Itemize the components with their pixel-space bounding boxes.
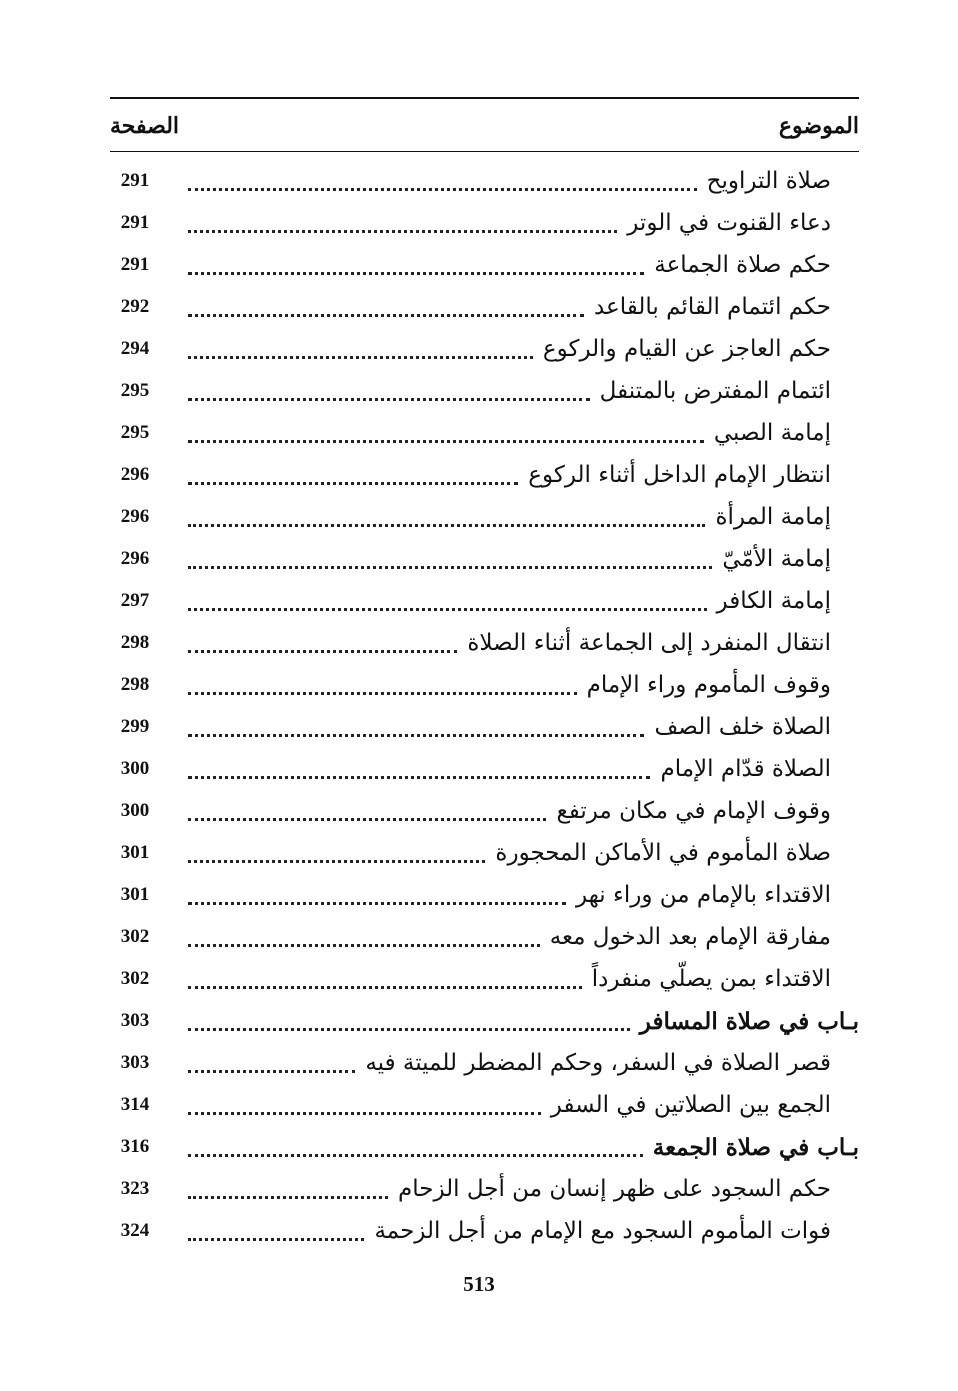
toc-entry-title: حكم صلاة الجماعة bbox=[654, 252, 831, 278]
toc-page-number: 291 bbox=[120, 212, 150, 233]
dot-leader bbox=[188, 774, 650, 779]
toc-page-number: 291 bbox=[120, 170, 150, 191]
toc-row bbox=[110, 874, 859, 916]
toc-page-number: 323 bbox=[120, 1178, 150, 1199]
toc-page-number: 302 bbox=[120, 926, 150, 947]
toc-page-number: 298 bbox=[120, 674, 150, 695]
toc-row bbox=[110, 622, 859, 664]
dot-leader bbox=[188, 228, 617, 233]
toc-page-number: 296 bbox=[120, 464, 150, 485]
page-number: 513 bbox=[463, 1272, 495, 1296]
toc-entry-title: انتقال المنفرد إلى الجماعة أثناء الصلاة bbox=[467, 630, 831, 656]
toc-row bbox=[110, 664, 859, 706]
page-column-label: الصفحة bbox=[110, 113, 180, 139]
toc-entry-title: انتظار الإمام الداخل أثناء الركوع bbox=[528, 462, 831, 488]
toc-chapter-row bbox=[110, 1126, 859, 1168]
dot-leader bbox=[188, 648, 457, 653]
dot-leader bbox=[188, 900, 566, 905]
toc-row bbox=[110, 202, 859, 244]
dot-leader bbox=[188, 564, 712, 569]
toc-entry-title: الصلاة خلف الصف bbox=[654, 714, 831, 740]
toc-row bbox=[110, 790, 859, 832]
toc-page-number: 301 bbox=[120, 884, 150, 905]
toc-page-number: 298 bbox=[120, 632, 150, 653]
toc-row bbox=[110, 832, 859, 874]
toc-page-number: 303 bbox=[120, 1010, 150, 1031]
toc-page-number: 314 bbox=[120, 1094, 150, 1115]
toc-page-number: 300 bbox=[120, 800, 150, 821]
toc-page-number: 291 bbox=[120, 254, 150, 275]
toc-row bbox=[110, 160, 859, 202]
toc-entry-title: الجمع بين الصلاتين في السفر bbox=[550, 1092, 831, 1118]
toc-row bbox=[110, 748, 859, 790]
toc-entry-title: إمامة المرأة bbox=[715, 504, 831, 530]
toc-header bbox=[110, 104, 859, 148]
toc-page-number: 300 bbox=[120, 758, 150, 779]
dot-leader bbox=[188, 396, 590, 401]
toc-page-number: 303 bbox=[120, 1052, 150, 1073]
toc-page-number: 295 bbox=[120, 422, 150, 443]
toc-entry-title: فوات المأموم السجود مع الإمام من أجل الزحمة bbox=[374, 1218, 831, 1244]
dot-leader bbox=[188, 606, 707, 611]
dot-leader bbox=[188, 1194, 388, 1199]
toc-entry-title: وقوف الإمام في مكان مرتفع bbox=[556, 798, 831, 824]
toc-page-number: 297 bbox=[120, 590, 150, 611]
toc-page-number: 295 bbox=[120, 380, 150, 401]
dot-leader bbox=[188, 816, 546, 821]
toc-entry-title: صلاة التراويح bbox=[706, 168, 831, 194]
dot-leader bbox=[188, 1026, 630, 1031]
dot-leader bbox=[188, 732, 644, 737]
toc-entry-title: الاقتداء بالإمام من وراء نهر bbox=[576, 882, 831, 908]
toc-row bbox=[110, 496, 859, 538]
dot-leader bbox=[188, 438, 704, 443]
toc-page-number: 302 bbox=[120, 968, 150, 989]
toc-entry-title: حكم العاجز عن القيام والركوع bbox=[542, 336, 831, 362]
toc-entry-title: الاقتداء بمن يصلّي منفرداً bbox=[591, 966, 831, 992]
toc-row bbox=[110, 244, 859, 286]
dot-leader bbox=[188, 1110, 541, 1115]
toc-page-number: 324 bbox=[120, 1220, 150, 1241]
toc-page-number: 296 bbox=[120, 548, 150, 569]
dot-leader bbox=[188, 522, 705, 527]
toc-page-number: 296 bbox=[120, 506, 150, 527]
toc-row bbox=[110, 328, 859, 370]
dot-leader bbox=[188, 312, 584, 317]
header-top-rule bbox=[110, 97, 859, 99]
toc-row bbox=[110, 1210, 859, 1252]
toc-entry-title: صلاة المأموم في الأماكن المحجورة bbox=[495, 840, 831, 866]
toc-row bbox=[110, 370, 859, 412]
toc-entry-title: الصلاة قدّام الإمام bbox=[660, 756, 831, 782]
toc-row bbox=[110, 958, 859, 1000]
toc-row bbox=[110, 916, 859, 958]
toc-page-number: 299 bbox=[120, 716, 150, 737]
toc-page-number: 316 bbox=[120, 1136, 150, 1157]
toc-page-number: 294 bbox=[120, 338, 150, 359]
toc-entry-title: مفارقة الإمام بعد الدخول معه bbox=[549, 924, 831, 950]
toc-row bbox=[110, 412, 859, 454]
dot-leader bbox=[188, 942, 540, 947]
toc-row bbox=[110, 454, 859, 496]
dot-leader bbox=[188, 354, 533, 359]
toc-row bbox=[110, 706, 859, 748]
dot-leader bbox=[188, 1152, 643, 1157]
toc-entry-title: دعاء القنوت في الوتر bbox=[627, 210, 831, 236]
header-bottom-rule bbox=[110, 151, 859, 152]
dot-leader bbox=[188, 1236, 364, 1241]
dot-leader bbox=[188, 858, 485, 863]
toc-page-number: 301 bbox=[120, 842, 150, 863]
toc-entry-title: حكم السجود على ظهر إنسان من أجل الزحام bbox=[397, 1176, 831, 1202]
toc-row bbox=[110, 1168, 859, 1210]
toc-entry-title: إمامة الصبي bbox=[713, 420, 831, 446]
dot-leader bbox=[188, 480, 518, 485]
toc-chapter-row bbox=[110, 1000, 859, 1042]
dot-leader bbox=[188, 1068, 355, 1073]
toc-entry-title: حكم ائتمام القائم بالقاعد bbox=[593, 294, 831, 320]
toc-row bbox=[110, 1042, 859, 1084]
toc-entry-title: ائتمام المفترض بالمتنفل bbox=[599, 378, 831, 404]
toc-row bbox=[110, 1084, 859, 1126]
toc-entry-title: إمامة الكافر bbox=[716, 588, 831, 614]
dot-leader bbox=[188, 186, 697, 191]
toc-row bbox=[110, 286, 859, 328]
table-of-contents bbox=[110, 160, 859, 1252]
dot-leader bbox=[188, 270, 644, 275]
toc-entry-title: وقوف المأموم وراء الإمام bbox=[586, 672, 831, 698]
toc-entry-title: قصر الصلاة في السفر، وحكم المضطر للميتة فيه bbox=[365, 1050, 831, 1076]
toc-page-number: 292 bbox=[120, 296, 150, 317]
toc-row bbox=[110, 538, 859, 580]
toc-entry-title: إمامة الأمّيّ bbox=[722, 546, 831, 572]
toc-chapter-title: بـاب في صلاة الجمعة bbox=[652, 1133, 859, 1161]
toc-row bbox=[110, 580, 859, 622]
dot-leader bbox=[188, 984, 582, 989]
dot-leader bbox=[188, 690, 577, 695]
toc-chapter-title: بـاب في صلاة المسافر bbox=[639, 1007, 859, 1035]
topic-column-label: الموضوع bbox=[778, 113, 859, 139]
